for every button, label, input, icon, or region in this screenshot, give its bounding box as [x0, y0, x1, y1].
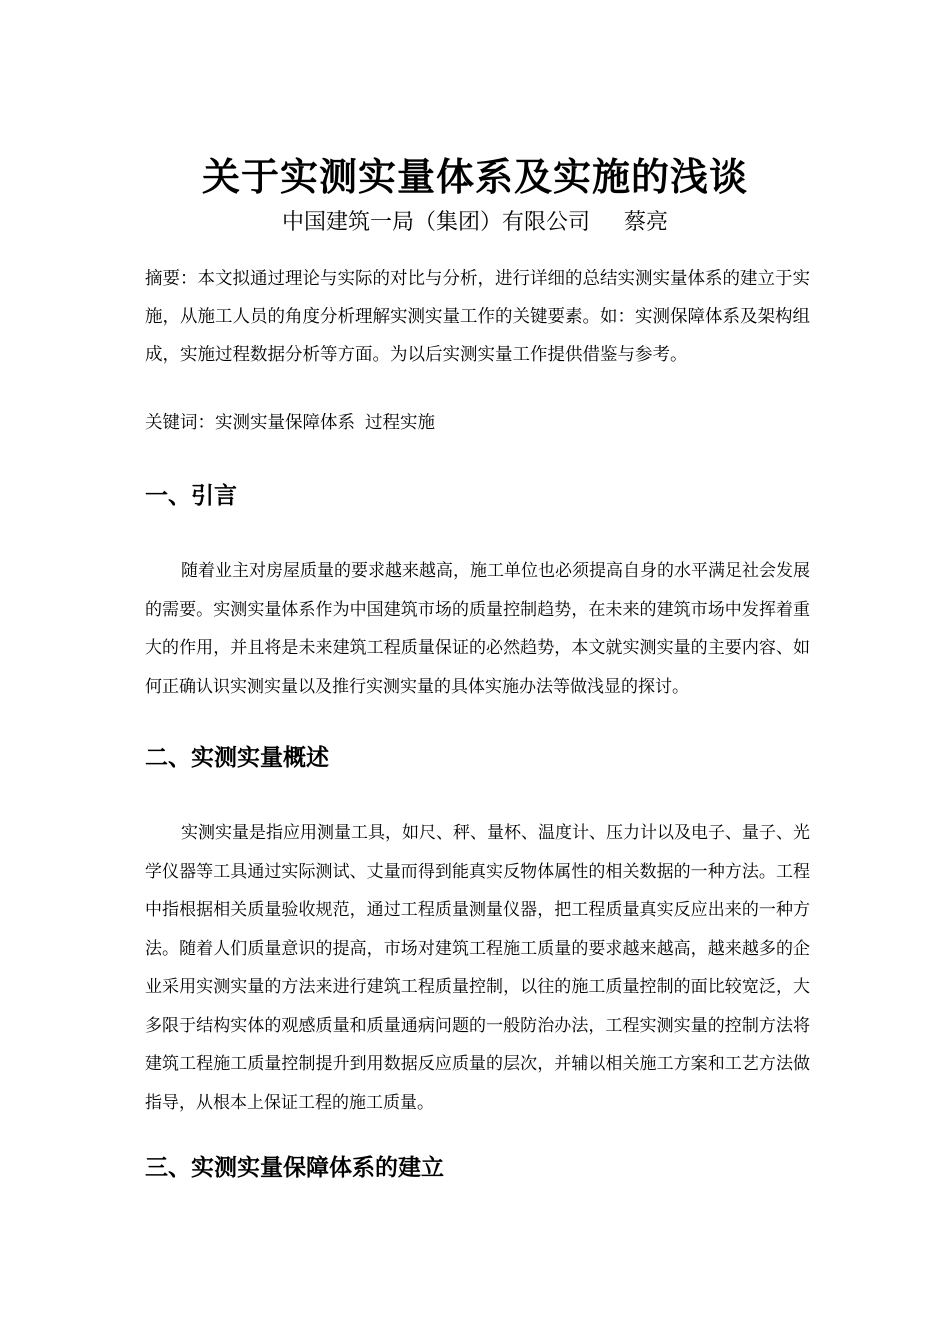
section-paragraph-overview: 实测实量是指应用测量工具，如尺、秤、量杯、温度计、压力计以及电子、量子、光学仪器等工具通过实际测试、丈量而得到能真实反物体属性的相关数据的一种方法。工程中指根据相关质量验收规范，通过工程质量测量仪器，把工程质量真实反应出来的一种方法。随着人们质量意识的提高，市场对建筑工程施工质量的要求越来越高，越来越多的企业采用实测实量的方法来进行建筑工程质量控制，以往的施工质量控制的面比较宽泛，大多限于结构实体的观感质量和质量通病问题的一般防治办法，工程实测实量的控制方法将建筑工程施工质量控制提升到用数据反应质量的层次，并辅以相关施工方案和工艺方法做指导，从根本上保证工程的施工质量。 — [145, 823, 810, 1113]
keywords-label: 关键词： — [145, 413, 215, 433]
document-title: 关于实测实量体系及实施的浅谈 — [201, 155, 748, 200]
section-heading-overview: 二、实测实量概述 — [145, 745, 329, 771]
section-heading-system-setup: 三、实测实量保障体系的建立 — [145, 1155, 444, 1181]
abstract: 摘要：本文拟通过理论与实际的对比与分析，进行详细的总结实测实量体系的建立于实施，从施工人员的角度分析理解实测实量工作的关键要素。如：实测保障体系及架构组成，实施过程数据分析等方面。为以后实测实量工作提供借鉴与参考。 — [145, 269, 810, 365]
author-name: 蔡亮 — [624, 210, 669, 235]
affiliation: 中国建筑一局（集团）有限公司 — [281, 210, 590, 235]
keywords — [145, 404, 810, 442]
keyword: 实测实量保障体系 — [215, 413, 355, 433]
byline — [0, 206, 950, 240]
section-heading-introduction: 一、引言 — [145, 483, 237, 509]
section-paragraph-introduction: 随着业主对房屋质量的要求越来越高，施工单位也必须提高自身的水平满足社会发展的需要。实测实量体系作为中国建筑市场的质量控制趋势，在未来的建筑市场中发挥着重大的作用，并且将是未来建筑工程质量保证的必然趋势，本文就实测实量的主要内容、如何正确认识实测实量以及推行实测实量的具体实施办法等做浅显的探讨。 — [145, 561, 810, 697]
keyword: 过程实施 — [365, 413, 435, 433]
